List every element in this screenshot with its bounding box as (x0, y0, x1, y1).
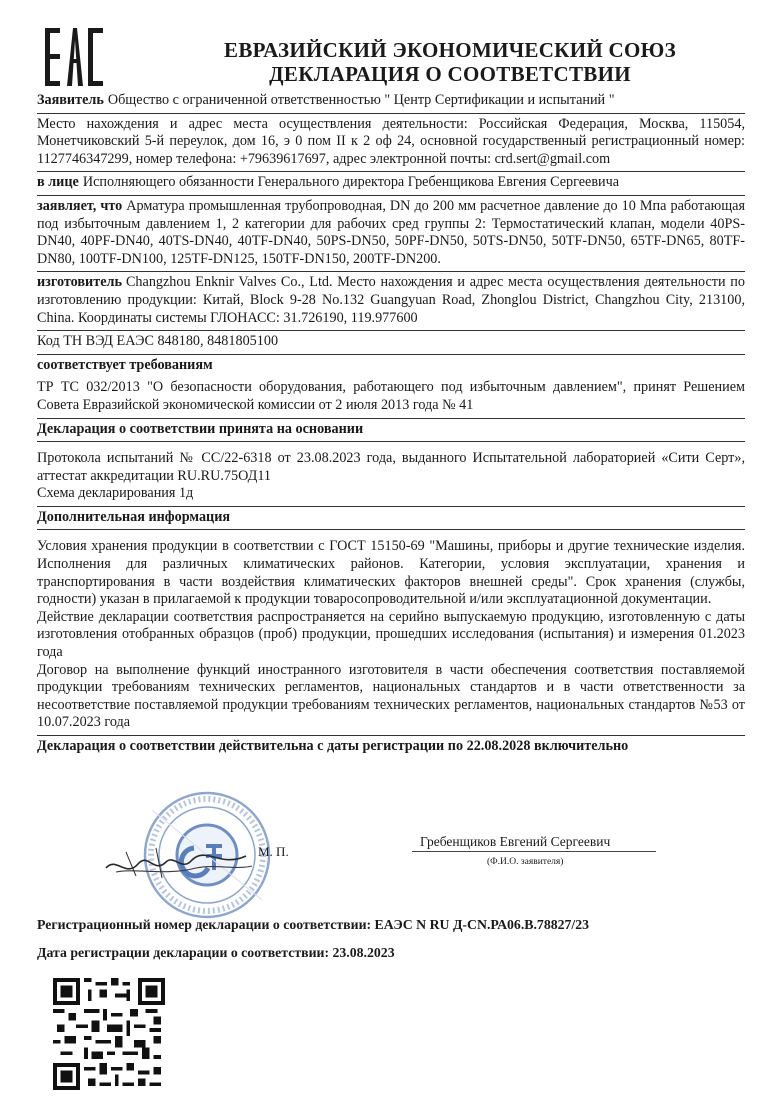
serial-production-note: Действие декларации соответствия распространяется на серийно выпускаемую продукцию, изготовленную с даты изготовления отобранных образцов (проб) продукции, прошедших исследования (испытания) и измерения 01.2023 года (37, 608, 745, 661)
union-title: ЕВРАЗИЙСКИЙ ЭКОНОМИЧЕСКИЙ СОЮЗ (224, 38, 676, 62)
applicant-text: Общество с ограниченной ответственностью " Центр Сертификации и испытаний " (107, 92, 615, 108)
signer-name: Гребенщиков Евгений Сергеевич (420, 834, 611, 849)
basis-text: Протокола испытаний № CC/22-6318 от 23.08.2023 года, выданного Испытательной лабораторией «Сити Серт», аттестат аккредитации RU.RU.75ОД11 (37, 450, 745, 484)
tnved-code: Код ТН ВЭД ЕАЭС 848180, 8481805100 (37, 333, 279, 350)
location-text: Место нахождения и адрес места осуществления деятельности: Российская Федерация, Москва, 115054, Монетчиковский 5-й переулок, дом 16, э 0 пом II к 2 оф 24, основной государственный регистрационный номер: 1127746347299, номер телефона: +79639617697, адрес электронной почты: crd.sert@gmail.com (37, 115, 745, 167)
declares-section (37, 196, 745, 272)
signer-line (412, 851, 656, 852)
registration-number: Регистрационный номер декларации о соответствии: ЕАЭС N RU Д-CN.РА06.В.78827/23 (37, 917, 590, 932)
conforms-text: ТР ТС 032/2013 "О безопасности оборудования, работающего под избыточным давлением", принят Решением Совета Евразийской экономической комиссии от 2 июля 2013 года № 41 (37, 379, 745, 413)
location-section (37, 114, 745, 173)
conforms-section (37, 355, 745, 378)
validity-text: Декларация о соответствии действительна с даты регистрации по 22.08.2028 включительно (37, 738, 629, 754)
basis-label: Декларация о соответствии принята на основании (37, 420, 364, 437)
additional-label: Дополнительная информация (37, 508, 231, 525)
foreign-manufacturer-contract: Договор на выполнение функций иностранного изготовителя в части обеспечения соответствия поставляемой продукции требованиям технических регламентов, национальных стандартов и в части ответственности за несоответствие поставляемой продукции требованиям технических регламентов, национальных стандартов №53 от 10.07.2023 года (37, 661, 745, 731)
validity-section (37, 736, 745, 759)
basis-heading-section (37, 419, 745, 443)
represented-label: в лице (37, 174, 79, 191)
signature-icon (96, 838, 256, 884)
eac-logo-icon (44, 26, 104, 88)
represented-section (37, 172, 745, 196)
manufacturer-label: изготовитель (37, 274, 122, 291)
declaration-body (37, 90, 745, 759)
document-title: ДЕКЛАРАЦИЯ О СООТВЕТСТВИИ (269, 62, 631, 86)
manufacturer-section (37, 272, 745, 331)
tnved-code-section (37, 331, 745, 355)
declares-label: заявляет, что (37, 197, 123, 214)
scheme-text: Схема декларирования 1д (37, 485, 194, 502)
represented-text: Исполняющего обязанности Генерального директора Гребенщикова Евгения Сергеевича (82, 174, 620, 191)
basis-section (37, 442, 745, 507)
additional-heading-section (37, 507, 745, 531)
storage-conditions: Условия хранения продукции в соответствии с ГОСТ 15150-69 "Машины, приборы и другие технические изделия. Исполнения для различных климатических районов. Категории, условия эксплуатации, хранения и транспортирования в части воздействия климатических факторов внешней среды". Срок хранения (службы, годности) указан в прилагаемой к продукции товаросопроводительной и/или эксплуатационной документации. (37, 538, 745, 608)
registration-date: Дата регистрации декларации о соответствии: 23.08.2023 (37, 945, 395, 960)
manufacturer-text: Changzhou Enknir Valves Co., Ltd. Место нахождения и адрес места осуществления деятельности по изготовлению продукции: Китай, Block 9-28 No.132 Guangyuan Road, Zhonglou District, Changzhou City, 213100, China. Координаты системы ГЛОНАСС: 31.726190, 119.977600 (37, 274, 745, 326)
conforms-label: соответствует требованиям (37, 356, 213, 373)
applicant-section (37, 90, 745, 114)
applicant-label: Заявитель (37, 92, 104, 108)
declares-text: Арматура промышленная трубопроводная, DN до 200 мм расчетное давление до 10 Мпа работающая под избыточным давлением 1, 2 категории для рабочих сред группы 2: Термостатический клапан, модели 40PS-DN40, 40PF-DN40, 40TS-DN40, 40TF-DN40, 50PS-DN50, 50PF-DN50, 50TS-DN50, 50TF-DN50, 65TF-DN65, 80TF-DN80, 100TF-DN100, 125TF-DN125, 150TF-DN150, 200TF-DN200. (37, 197, 746, 267)
conforms-text-section (37, 377, 745, 418)
signer-caption: (Ф.И.О. заявителя) (487, 857, 564, 867)
stamp-place-label: М. П. (258, 844, 289, 859)
additional-section (37, 530, 745, 736)
qr-code-icon (53, 978, 165, 1090)
